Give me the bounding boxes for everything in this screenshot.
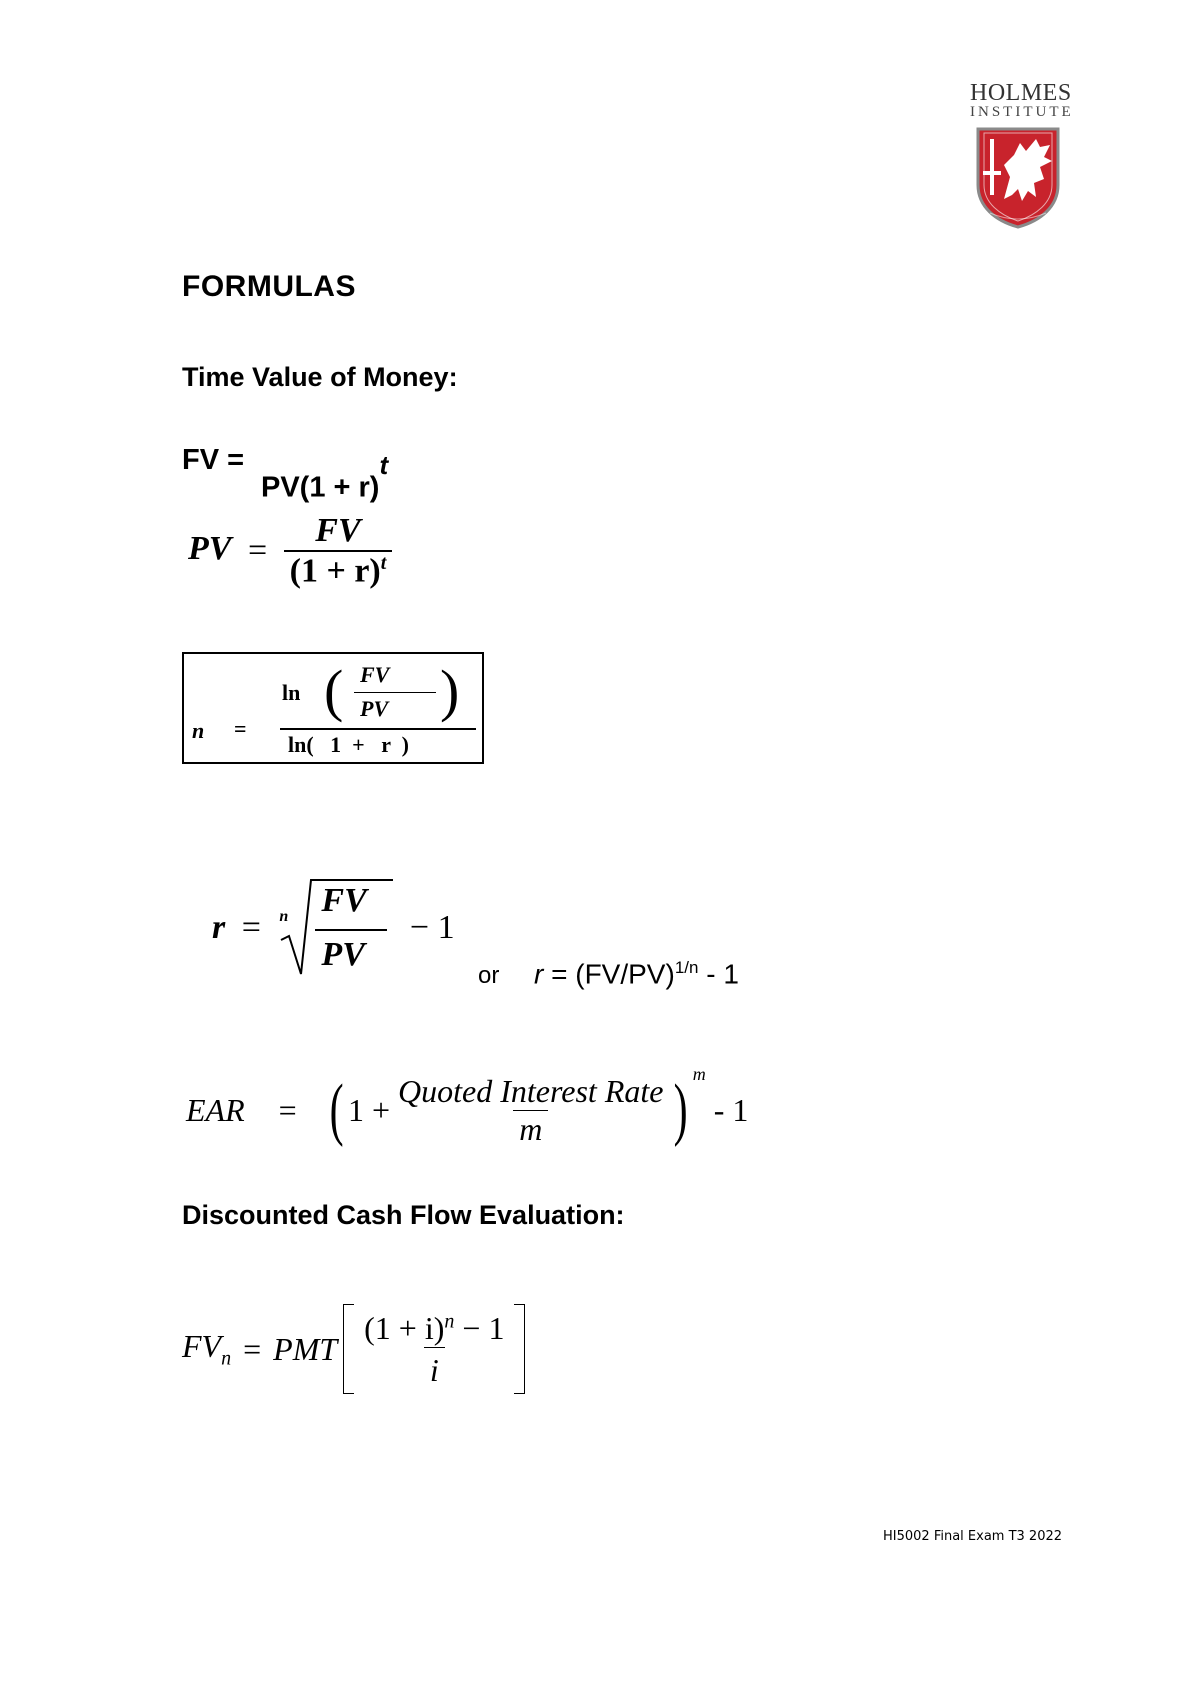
pv-formula-equals: = bbox=[247, 532, 268, 570]
or-connector: or bbox=[478, 962, 500, 989]
r-formula-alternative bbox=[534, 958, 739, 990]
pv-formula-den-exponent: t bbox=[380, 552, 387, 574]
fvn-formula-lhs bbox=[182, 1328, 231, 1370]
ear-formula-denominator: m bbox=[513, 1110, 548, 1148]
ear-formula bbox=[186, 1062, 748, 1158]
fv-formula-base: PV(1 + r) bbox=[261, 471, 380, 504]
logo-wordmark-holmes: HOLMES bbox=[970, 80, 1072, 106]
fvn-formula-num-tail: − 1 bbox=[462, 1309, 505, 1346]
pv-formula-denominator bbox=[284, 550, 393, 590]
r-formula-numerator: FV bbox=[321, 882, 367, 919]
griffin-shield-icon bbox=[970, 125, 1066, 229]
n-formula-equals: = bbox=[234, 716, 247, 741]
n-formula-inner-denominator: PV bbox=[360, 696, 389, 721]
r-formula-root-index: n bbox=[279, 908, 289, 925]
n-formula-ln-top: ln bbox=[282, 680, 301, 705]
ear-formula-exponent: m bbox=[692, 1064, 706, 1084]
fvn-formula-num-exponent: n bbox=[444, 1309, 455, 1332]
ear-formula-right-paren: ) bbox=[674, 1071, 689, 1148]
ear-formula-tail: - 1 bbox=[713, 1091, 749, 1128]
fvn-formula-num-base: (1 + i) bbox=[364, 1309, 445, 1346]
r-alt-rhs: = (FV/PV) bbox=[551, 958, 675, 990]
footer-exam-label: HI5002 Final Exam T3 2022 bbox=[883, 1529, 1063, 1544]
r-alt-tail: - 1 bbox=[706, 958, 739, 990]
fvn-formula-denominator: i bbox=[424, 1347, 445, 1389]
fv-formula-exponent: t bbox=[379, 450, 389, 480]
n-formula-inner-bar bbox=[354, 692, 436, 693]
r-formula-lhs: r bbox=[212, 909, 226, 946]
n-formula-right-paren: ) bbox=[440, 658, 460, 723]
ear-formula-left-paren: ( bbox=[329, 1071, 344, 1148]
n-formula-inner-numerator: FV bbox=[360, 662, 390, 687]
n-formula-denominator: ln( 1 + r ) bbox=[288, 732, 409, 757]
fvn-formula-equals: = bbox=[243, 1330, 262, 1367]
r-alt-exponent: 1/n bbox=[674, 958, 699, 977]
holmes-logo bbox=[970, 80, 1074, 226]
fvn-formula-pmt: PMT bbox=[273, 1330, 338, 1367]
fv-formula-rhs bbox=[261, 450, 389, 505]
pv-formula bbox=[188, 512, 392, 590]
n-formula-lhs: n bbox=[192, 718, 205, 743]
section-heading-discounted-cash-flow: Discounted Cash Flow Evaluation: bbox=[182, 1200, 625, 1230]
pv-formula-den-base: (1 + r) bbox=[289, 552, 381, 590]
n-formula-box bbox=[182, 652, 484, 764]
n-formula-fraction-bar bbox=[280, 728, 476, 730]
fvn-formula-numerator bbox=[354, 1310, 514, 1347]
r-formula-radical bbox=[277, 878, 395, 978]
ear-formula-fraction bbox=[392, 1073, 669, 1148]
fvn-formula-fraction bbox=[354, 1310, 514, 1389]
pv-formula-numerator: FV bbox=[315, 512, 361, 549]
ear-formula-equals: = bbox=[278, 1091, 297, 1128]
r-alt-lhs: r bbox=[534, 958, 544, 990]
ear-formula-numerator: Quoted Interest Rate bbox=[398, 1072, 664, 1109]
section-heading-time-value-of-money: Time Value of Money: bbox=[182, 362, 458, 392]
n-formula-left-paren: ( bbox=[324, 658, 344, 723]
fvn-formula-subscript: n bbox=[221, 1347, 232, 1370]
fvn-formula-left-bracket bbox=[343, 1304, 354, 1394]
fvn-formula-fv: FV bbox=[182, 1327, 222, 1364]
r-formula-tail: − 1 bbox=[409, 909, 455, 946]
pv-formula-fraction bbox=[284, 512, 393, 590]
r-formula bbox=[212, 878, 455, 978]
fvn-formula bbox=[182, 1302, 525, 1396]
ear-formula-one-plus: 1 + bbox=[348, 1091, 391, 1128]
ear-formula-lhs: EAR bbox=[186, 1091, 245, 1128]
logo-wordmark-institute: INSTITUTE bbox=[970, 104, 1074, 120]
fv-formula-lhs: FV = bbox=[182, 444, 245, 476]
page-title: FORMULAS bbox=[182, 270, 356, 303]
r-formula-denominator: PV bbox=[321, 936, 365, 973]
pv-formula-lhs: PV bbox=[188, 529, 232, 567]
r-formula-equals: = bbox=[241, 909, 261, 946]
fvn-formula-right-bracket bbox=[514, 1304, 525, 1394]
